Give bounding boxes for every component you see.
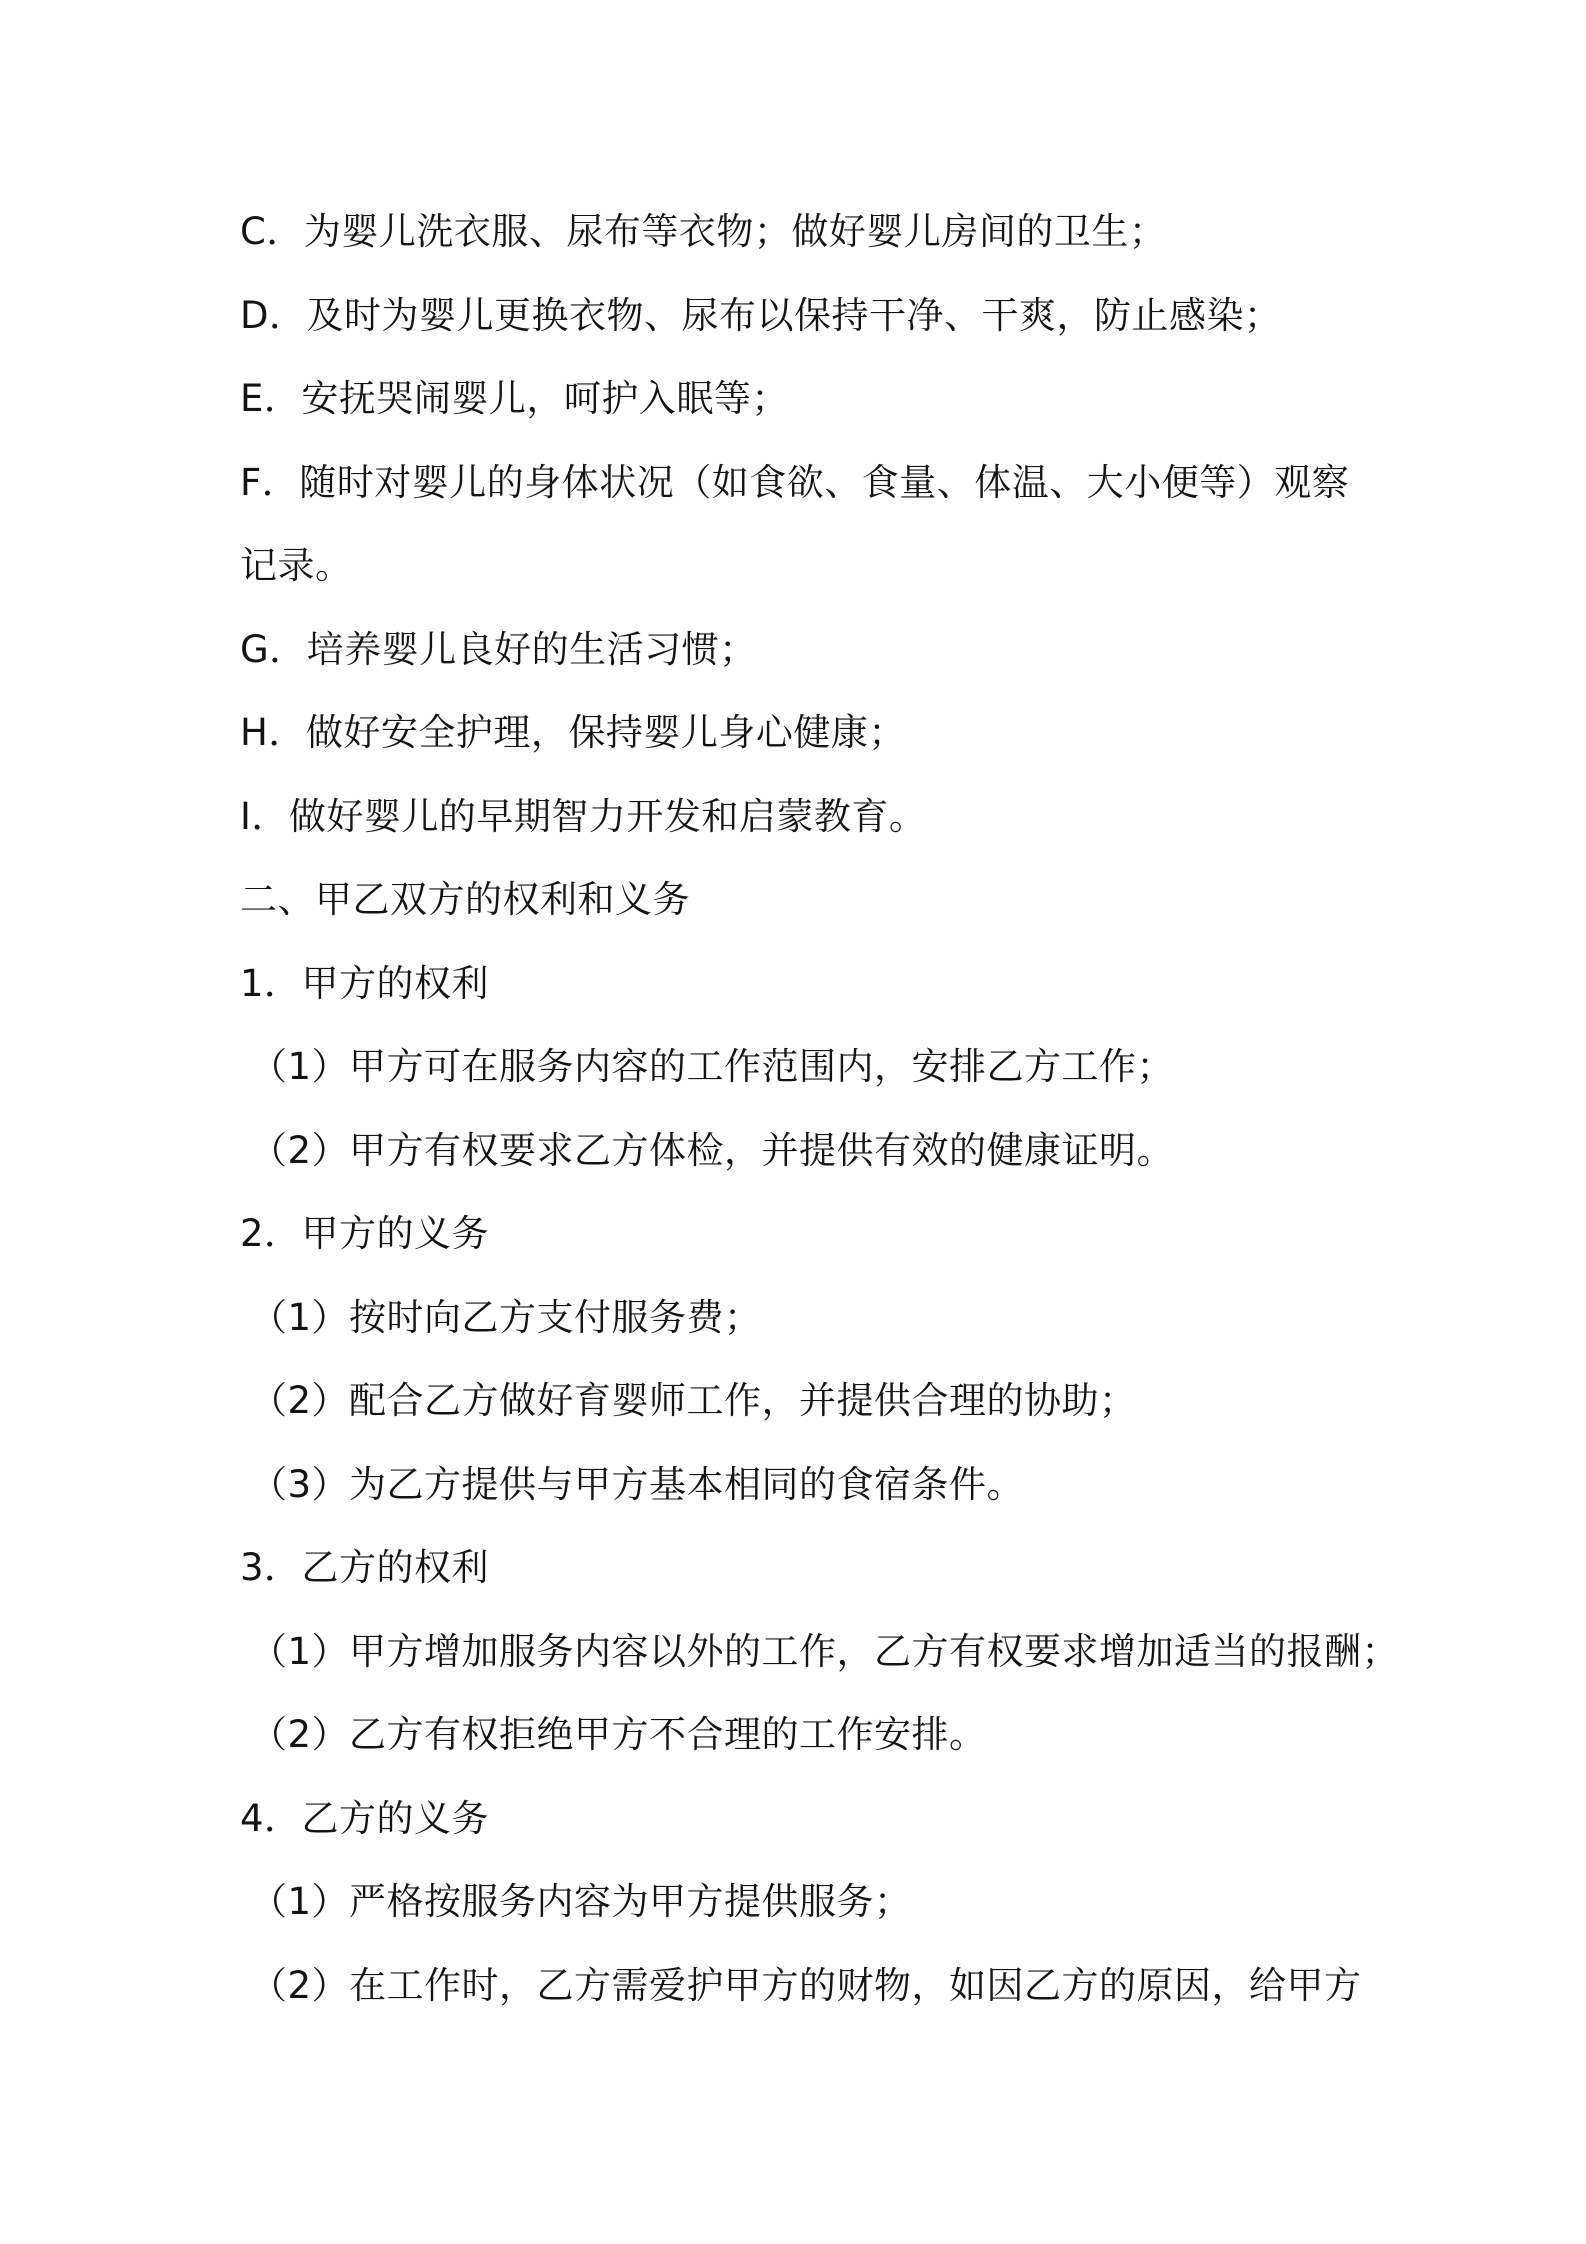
item-f: F．随时对婴儿的身体状况（如食欲、食量、体温、大小便等）观察 — [240, 460, 1350, 504]
item-g: G．培养婴儿良好的生活习惯； — [240, 627, 757, 671]
party-b-obligations-heading: 4．乙方的义务 — [240, 1796, 490, 1840]
item-h: H．做好安全护理，保持婴儿身心健康； — [240, 711, 906, 754]
party-b-rights-1: （1）甲方增加服务内容以外的工作，乙方有权要求增加适当的报酬； — [250, 1629, 1400, 1673]
item-i: I．做好婴儿的早期智力开发和启蒙教育。 — [240, 794, 927, 838]
party-b-rights-heading: 3．乙方的权利 — [240, 1546, 490, 1589]
party-a-rights-heading: 1．甲方的权利 — [240, 961, 490, 1005]
party-b-obligations-1: （1）严格按服务内容为甲方提供服务； — [250, 1880, 912, 1923]
section-heading-rights-obligations: 二、甲乙双方的权利和义务 — [240, 878, 690, 921]
item-e: E．安抚哭闹婴儿，呵护入眠等； — [240, 377, 789, 420]
document-body — [240, 190, 1400, 2027]
party-a-obligations-2: （2）配合乙方做好育婴师工作，并提供合理的协助； — [250, 1379, 1137, 1422]
item-c: C．为婴儿洗衣服、尿布等衣物；做好婴儿房间的卫生； — [240, 210, 1167, 253]
item-d: D．及时为婴儿更换衣物、尿布以保持干净、干爽，防止感染； — [240, 293, 1282, 337]
party-a-obligations-heading: 2．甲方的义务 — [240, 1212, 490, 1255]
item-f-continuation: 记录。 — [240, 544, 353, 587]
party-b-obligations-2: （2）在工作时，乙方需爱护甲方的财物，如因乙方的原因，给甲方 — [250, 1963, 1362, 2007]
party-b-rights-2: （2）乙方有权拒绝甲方不合理的工作安排。 — [250, 1713, 987, 1756]
party-a-rights-2: （2）甲方有权要求乙方体检，并提供有效的健康证明。 — [250, 1128, 1175, 1172]
party-a-obligations-1: （1）按时向乙方支付服务费； — [250, 1295, 762, 1339]
party-a-rights-1: （1）甲方可在服务内容的工作范围内，安排乙方工作； — [250, 1045, 1175, 1088]
party-a-obligations-3: （3）为乙方提供与甲方基本相同的食宿条件。 — [250, 1462, 1025, 1506]
